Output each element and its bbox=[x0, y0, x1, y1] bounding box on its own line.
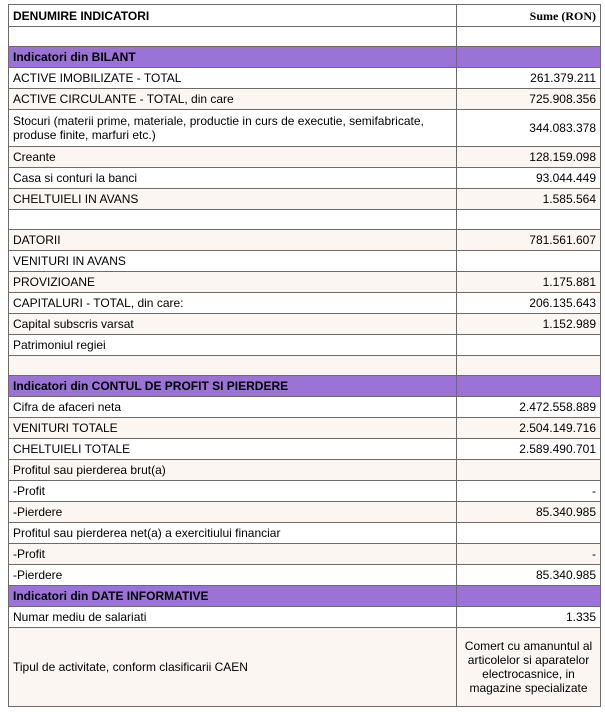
row-value bbox=[457, 460, 601, 481]
row-label: CHELTUIELI TOTALE bbox=[9, 439, 457, 460]
section-header-date-informative bbox=[9, 586, 601, 607]
row-label: Capital subscris varsat bbox=[9, 314, 457, 335]
table-row bbox=[9, 607, 601, 628]
financial-indicators-table bbox=[8, 4, 601, 707]
row-value: 1.335 bbox=[457, 607, 601, 628]
table-row bbox=[9, 418, 601, 439]
row-value: 261.379.211 bbox=[457, 68, 601, 89]
row-label: Profitul sau pierderea brut(a) bbox=[9, 460, 457, 481]
row-value: - bbox=[457, 481, 601, 502]
row-value: 206.135.643 bbox=[457, 293, 601, 314]
row-label: PROVIZIOANE bbox=[9, 272, 457, 293]
row-label: -Pierdere bbox=[9, 565, 457, 586]
row-label bbox=[9, 27, 457, 47]
row-label: -Profit bbox=[9, 481, 457, 502]
row-value: 2.504.149.716 bbox=[457, 418, 601, 439]
table-row bbox=[9, 565, 601, 586]
row-value: 93.044.449 bbox=[457, 168, 601, 189]
table-row bbox=[9, 502, 601, 523]
section-title: Indicatori din DATE INFORMATIVE bbox=[9, 586, 457, 607]
row-value: 725.908.356 bbox=[457, 89, 601, 110]
row-value bbox=[457, 251, 601, 272]
row-label: -Pierdere bbox=[9, 502, 457, 523]
row-label: CHELTUIELI IN AVANS bbox=[9, 189, 457, 210]
row-label: Cifra de afaceri neta bbox=[9, 397, 457, 418]
table-row bbox=[9, 314, 601, 335]
row-label: ACTIVE CIRCULANTE - TOTAL, din care bbox=[9, 89, 457, 110]
table-row bbox=[9, 147, 601, 168]
table-row bbox=[9, 481, 601, 502]
row-label: Stocuri (materii prime, materiale, productie in curs de executie, semifabricate, produse finite, marfuri etc.) bbox=[9, 110, 457, 147]
row-label: -Profit bbox=[9, 544, 457, 565]
row-label bbox=[9, 356, 457, 376]
row-label bbox=[9, 210, 457, 230]
table-row-caen bbox=[9, 628, 601, 707]
table-row bbox=[9, 523, 601, 544]
row-value: 781.561.607 bbox=[457, 230, 601, 251]
table-row bbox=[9, 335, 601, 356]
row-label: VENITURI IN AVANS bbox=[9, 251, 457, 272]
row-label: CAPITALURI - TOTAL, din care: bbox=[9, 293, 457, 314]
row-value bbox=[457, 376, 601, 397]
row-label: ACTIVE IMOBILIZATE - TOTAL bbox=[9, 68, 457, 89]
empty-row bbox=[9, 27, 601, 47]
row-label: VENITURI TOTALE bbox=[9, 418, 457, 439]
row-value: 85.340.985 bbox=[457, 565, 601, 586]
section-header-bilant bbox=[9, 47, 601, 68]
header-indicator-name: DENUMIRE INDICATORI bbox=[9, 5, 457, 27]
row-value bbox=[457, 523, 601, 544]
section-title: Indicatori din CONTUL DE PROFIT SI PIERDERE bbox=[9, 376, 457, 397]
header-amount-ron: Sume (RON) bbox=[457, 5, 601, 27]
row-value bbox=[457, 356, 601, 376]
row-label: Numar mediu de salariati bbox=[9, 607, 457, 628]
row-value bbox=[457, 210, 601, 230]
row-value: 85.340.985 bbox=[457, 502, 601, 523]
row-value: 2.472.558.889 bbox=[457, 397, 601, 418]
table-row bbox=[9, 168, 601, 189]
row-label: Tipul de activitate, conform clasificarii CAEN bbox=[9, 628, 457, 707]
section-header-profit-pierdere bbox=[9, 376, 601, 397]
row-value: - bbox=[457, 544, 601, 565]
row-label: Creante bbox=[9, 147, 457, 168]
table-row bbox=[9, 439, 601, 460]
table-row bbox=[9, 293, 601, 314]
row-value: 1.152.989 bbox=[457, 314, 601, 335]
empty-row bbox=[9, 356, 601, 376]
row-value: 2.589.490.701 bbox=[457, 439, 601, 460]
table-row bbox=[9, 544, 601, 565]
table-row bbox=[9, 110, 601, 147]
caen-activity-description: Comert cu amanuntul al articolelor si aparatelor electrocasnice, in magazine specializate bbox=[457, 628, 601, 707]
table-row bbox=[9, 397, 601, 418]
row-value bbox=[457, 335, 601, 356]
table-row bbox=[9, 89, 601, 110]
row-label: Profitul sau pierderea net(a) a exercitiului financiar bbox=[9, 523, 457, 544]
table-row bbox=[9, 251, 601, 272]
row-value: 128.159.098 bbox=[457, 147, 601, 168]
row-label: Patrimoniul regiei bbox=[9, 335, 457, 356]
row-value bbox=[457, 27, 601, 47]
row-value bbox=[457, 586, 601, 607]
table-row bbox=[9, 460, 601, 481]
row-value bbox=[457, 47, 601, 68]
section-title: Indicatori din BILANT bbox=[9, 47, 457, 68]
table-row bbox=[9, 230, 601, 251]
empty-row bbox=[9, 210, 601, 230]
row-label: DATORII bbox=[9, 230, 457, 251]
table-header-row bbox=[9, 5, 601, 27]
table-row bbox=[9, 189, 601, 210]
table-row bbox=[9, 68, 601, 89]
table-row bbox=[9, 272, 601, 293]
row-value: 344.083.378 bbox=[457, 110, 601, 147]
row-value: 1.175.881 bbox=[457, 272, 601, 293]
row-value: 1.585.564 bbox=[457, 189, 601, 210]
row-label: Casa si conturi la banci bbox=[9, 168, 457, 189]
